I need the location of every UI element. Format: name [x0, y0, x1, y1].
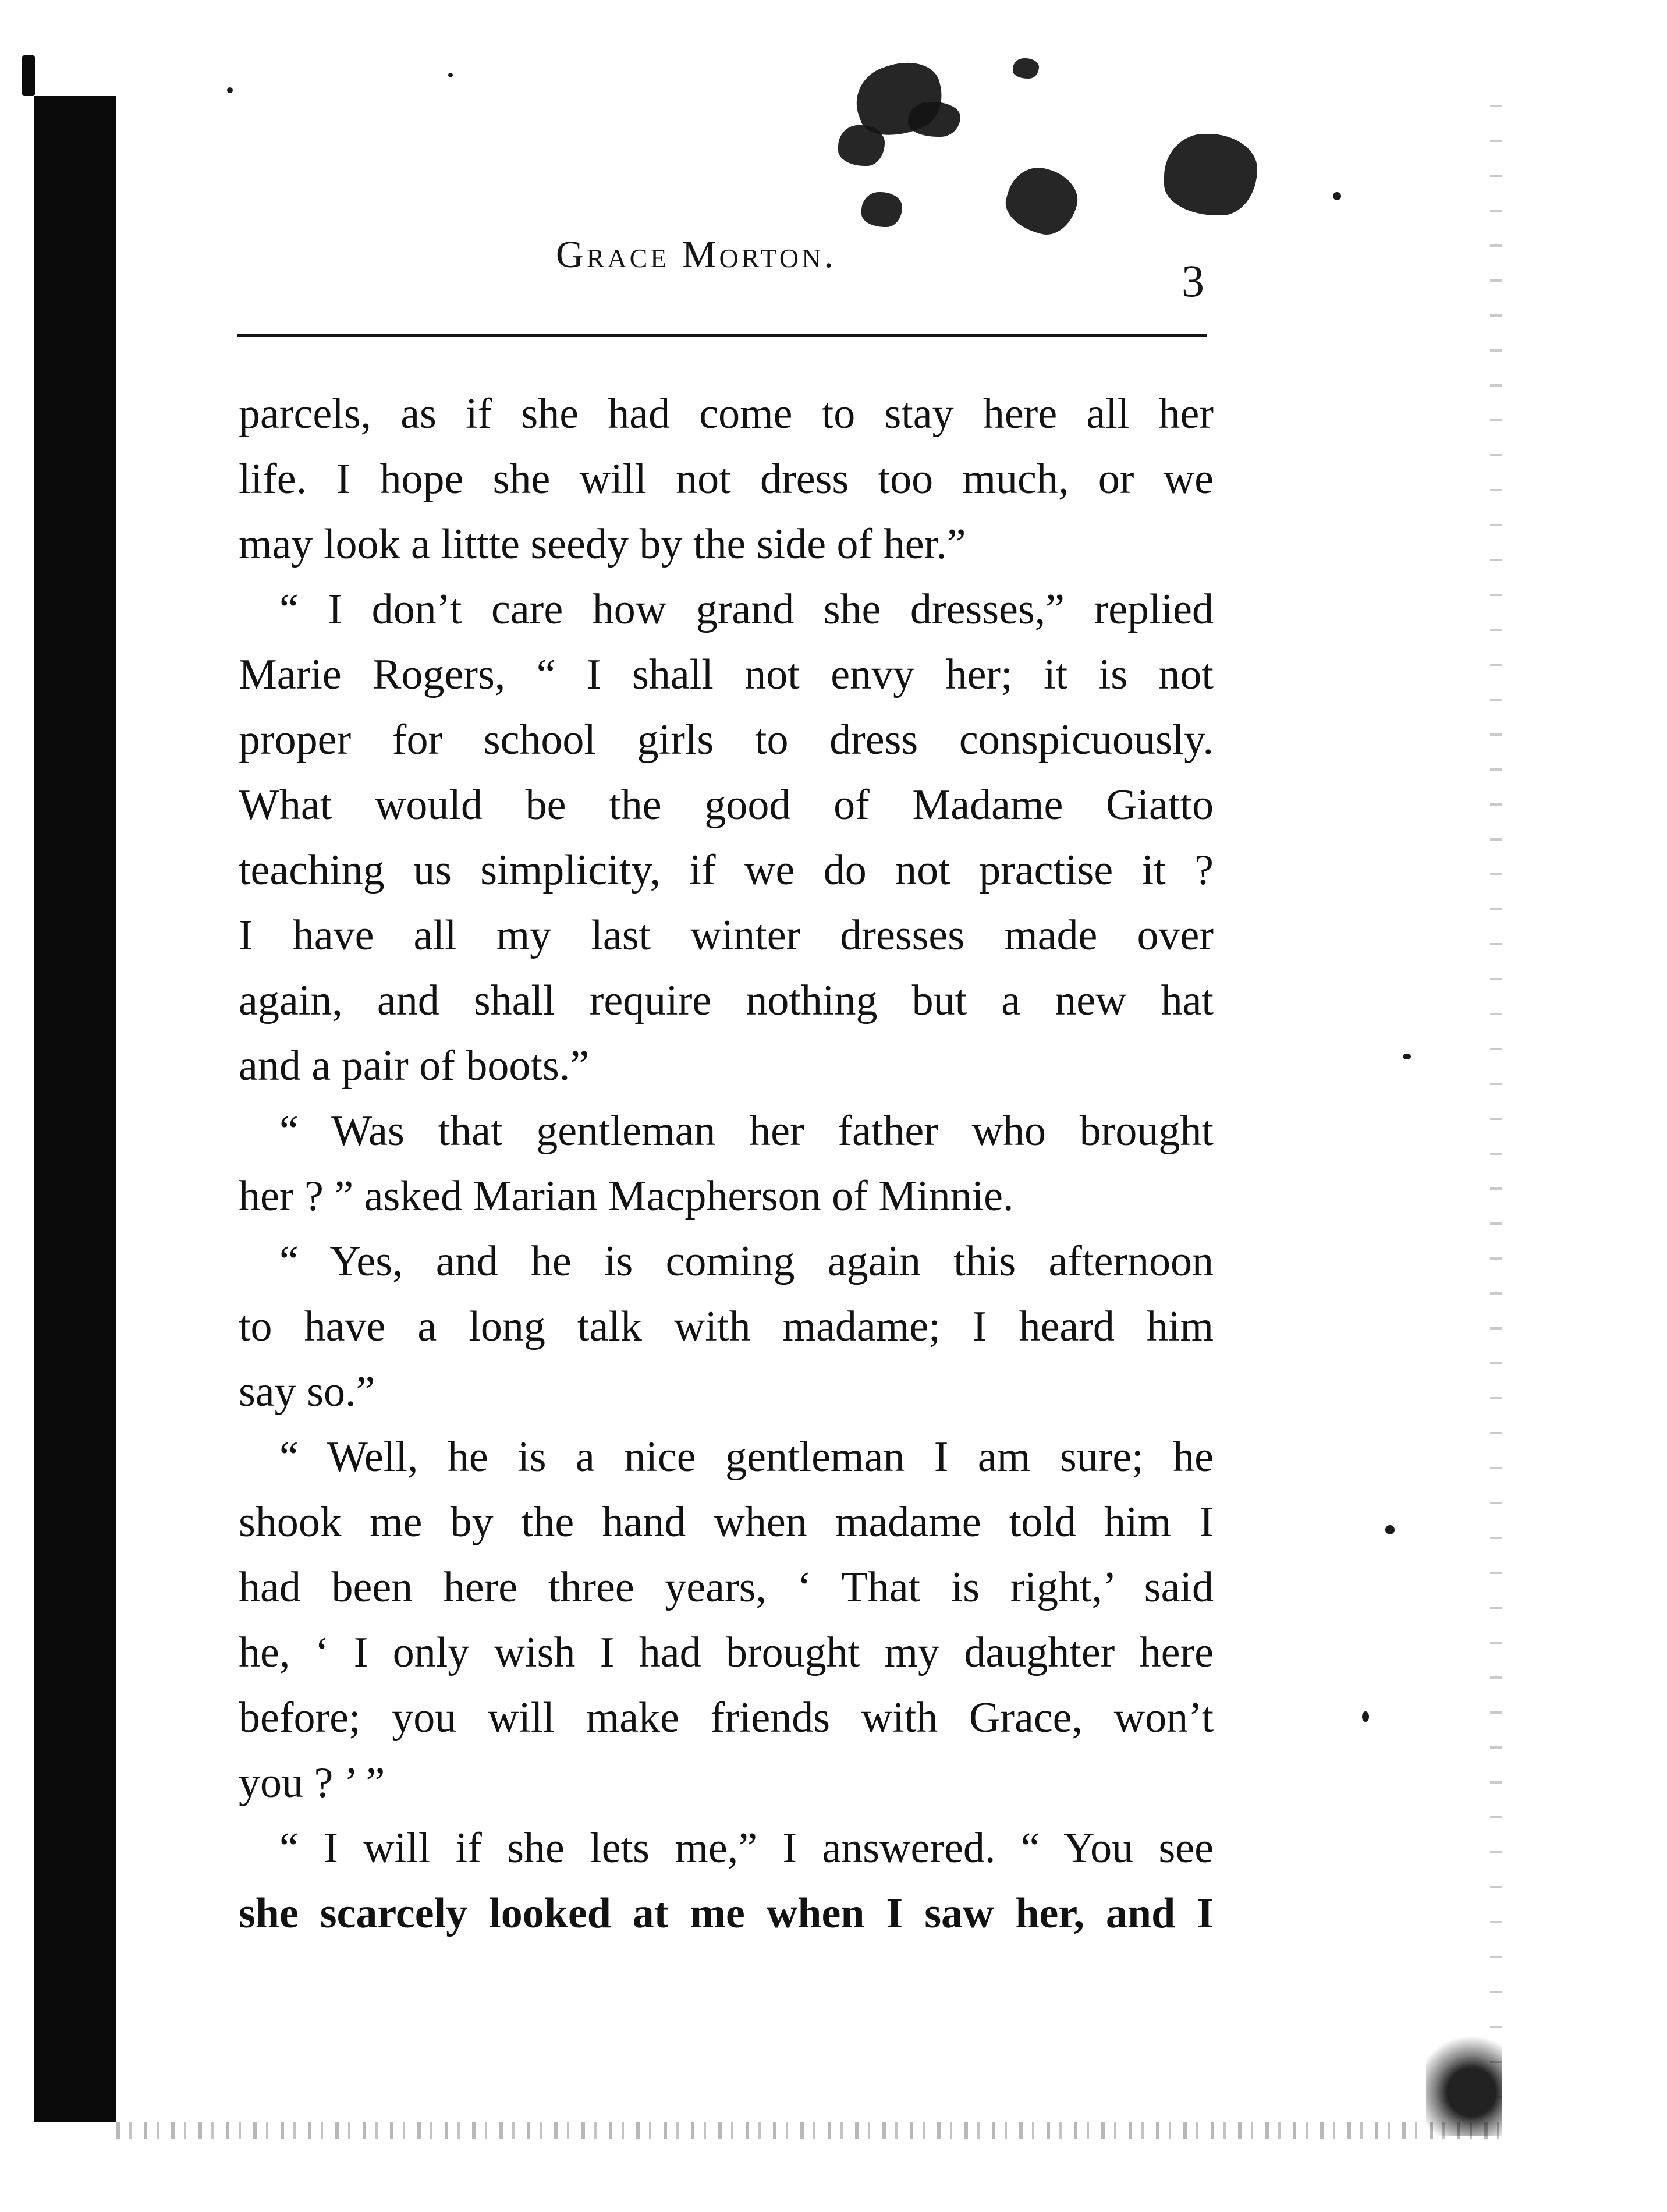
binding-shadow	[34, 96, 116, 2122]
scan-speck	[1403, 1054, 1411, 1059]
text-line: she scarcely looked at me when I saw her, and I	[239, 1890, 1214, 1937]
text-line: and a pair of boots.”	[239, 1042, 590, 1090]
text-line: “ Yes, and he is coming again this afternoon	[279, 1238, 1214, 1285]
ink-blot	[838, 125, 885, 166]
text-line: to have a long talk with madame; I heard him	[239, 1303, 1214, 1350]
text-line: “ Was that gentleman her father who brought	[279, 1107, 1214, 1155]
text-line: say so.”	[239, 1368, 375, 1416]
text-line: teaching us simplicity, if we do not practise it ?	[239, 846, 1214, 894]
scan-speck	[448, 73, 453, 77]
ink-blot	[908, 102, 960, 137]
page-edge-noise	[1490, 105, 1502, 2119]
header-rule	[237, 334, 1207, 337]
text-line: you ? ’ ”	[239, 1759, 385, 1807]
scan-speck	[1362, 1711, 1369, 1722]
text-line: proper for school girls to dress conspicuously.	[239, 716, 1214, 764]
scan-speck	[1385, 1525, 1395, 1534]
text-line: “ I will if she lets me,” I answered. “ You see	[279, 1824, 1214, 1872]
text-line: “ I don’t care how grand she dresses,” replied	[279, 586, 1214, 633]
page-bottom-noise	[116, 2122, 1502, 2139]
ink-blot	[1000, 161, 1084, 240]
scan-speck	[227, 87, 233, 93]
text-line: “ Well, he is a nice gentleman I am sure; he	[279, 1433, 1214, 1481]
corner-smudge	[1426, 2026, 1502, 2136]
text-line: had been here three years, ‘ That is right,’ said	[239, 1564, 1214, 1611]
text-line: I have all my last winter dresses made over	[239, 912, 1214, 959]
scan-speck	[1333, 192, 1341, 200]
ink-blot	[1013, 58, 1039, 79]
text-line: again, and shall require nothing but a new hat	[239, 977, 1214, 1025]
text-line: Marie Rogers, “ I shall not envy her; it is not	[239, 651, 1214, 699]
text-line: shook me by the hand when madame told him I	[239, 1498, 1214, 1546]
body-text	[239, 381, 1214, 1946]
text-line: may look a littte seedy by the side of her.”	[239, 520, 966, 568]
text-line: her ? ” asked Marian Macpherson of Minnie.	[239, 1172, 1014, 1220]
text-line: before; you will make friends with Grace, won’t	[239, 1694, 1214, 1742]
ink-blot	[1164, 134, 1257, 215]
text-line: life. I hope she will not dress too much, or we	[239, 455, 1214, 503]
running-title: Grace Morton.	[556, 233, 836, 276]
text-line: he, ‘ I only wish I had brought my daughter here	[239, 1629, 1214, 1676]
ink-blot	[861, 192, 902, 227]
text-line: parcels, as if she had come to stay here all her	[239, 390, 1214, 438]
text-line: What would be the good of Madame Giatto	[239, 781, 1214, 829]
binding-edge	[22, 55, 35, 96]
page-number: 3	[1182, 256, 1204, 306]
